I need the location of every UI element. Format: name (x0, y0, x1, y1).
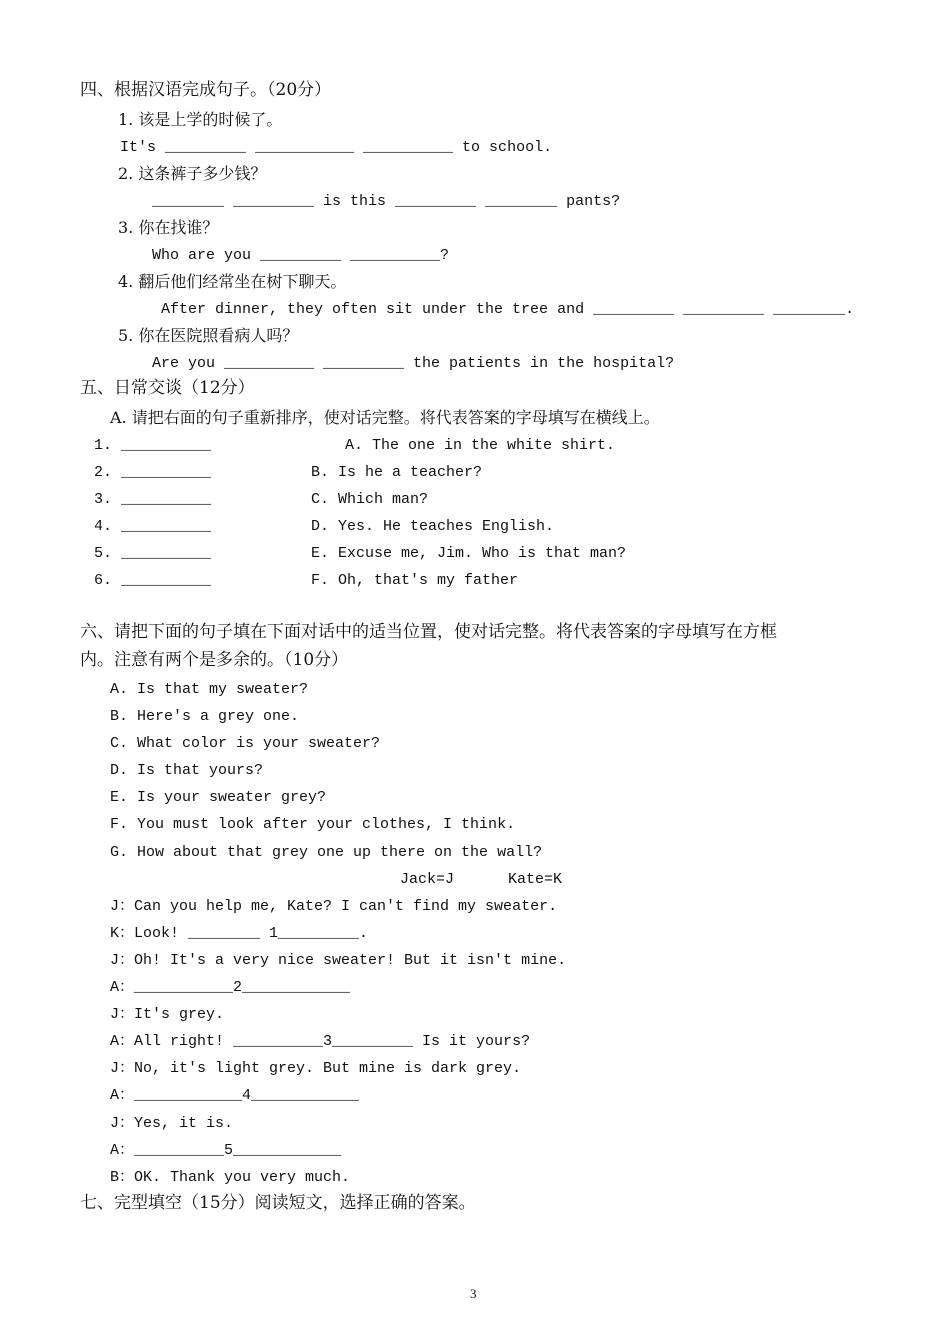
section4-item1-answer: It's _________ ___________ __________ to school. (120, 139, 553, 156)
section5-blank-5: 5. __________ (94, 545, 212, 562)
section5-option-f: F. Oh, that's my father (311, 572, 519, 589)
section6-heading-line2: 内。注意有两个是多余的。（10分） (80, 650, 349, 670)
dialogue-line-8: A：____________4____________ (110, 1087, 360, 1104)
dialogue-line-3: J：Oh! It's a very nice sweater! But it isn't mine. (110, 952, 567, 969)
section6-option-c: C. What color is your sweater? (110, 735, 381, 752)
section5-instruction: A. 请把右面的句子重新排序，使对话完整。将代表答案的字母填写在横线上。 (110, 408, 660, 427)
section6-speakers: Jack=J Kate=K (400, 871, 563, 888)
section6-option-f: F. You must look after your clothes, I think. (110, 816, 516, 833)
section5-blank-4: 4. __________ (94, 518, 212, 535)
section6-option-d: D. Is that yours? (110, 762, 264, 779)
section4-item5-answer: Are you __________ _________ the patients in the hospital? (152, 355, 675, 372)
section4-item5-prompt: 5. 你在医院照看病人吗？ (118, 326, 299, 345)
section4-heading: 四、根据汉语完成句子。（20分） (80, 80, 332, 100)
dialogue-line-5: J：It's grey. (110, 1006, 225, 1023)
section4-item2-prompt: 2. 这条裤子多少钱？ (118, 164, 267, 183)
section4-item4-prompt: 4. 翻后他们经常坐在树下聊天。 (118, 272, 347, 291)
section4-item2-answer: ________ _________ is this _________ ________ pants? (152, 193, 621, 210)
section6-option-g: G. How about that grey one up there on the wall? (110, 844, 543, 861)
dialogue-line-4: A：___________2____________ (110, 979, 351, 996)
section6-option-e: E. Is your sweater grey? (110, 789, 327, 806)
section5-blank-3: 3. __________ (94, 491, 212, 508)
section5-option-a: A. The one in the white shirt. (345, 437, 616, 454)
dialogue-line-1: J：Can you help me, Kate? I can't find my sweater. (110, 898, 558, 915)
section4-item3-prompt: 3. 你在找谁？ (118, 218, 219, 237)
section5-blank-2: 2. __________ (94, 464, 212, 481)
section6-option-b: B. Here's a grey one. (110, 708, 300, 725)
dialogue-line-9: J：Yes, it is. (110, 1115, 234, 1132)
section4-item4-answer: After dinner, they often sit under the tree and _________ _________ ________. (161, 301, 855, 318)
dialogue-line-7: J：No, it's light grey. But mine is dark grey. (110, 1060, 522, 1077)
section5-blank-6: 6. __________ (94, 572, 212, 589)
section5-blank-1: 1. __________ (94, 437, 212, 454)
section5-option-c: C. Which man? (311, 491, 429, 508)
dialogue-line-2: K：Look! ________ 1_________. (110, 925, 369, 942)
section5-option-b: B. Is he a teacher? (311, 464, 483, 481)
section5-option-d: D. Yes. He teaches English. (311, 518, 555, 535)
section6-option-a: A. Is that my sweater? (110, 681, 309, 698)
section6-heading-line1: 六、请把下面的句子填在下面对话中的适当位置，使对话完整。将代表答案的字母填写在方框 (80, 622, 777, 642)
section4-item3-answer: Who are you _________ __________? (152, 247, 450, 264)
page-number: 3 (470, 1286, 477, 1301)
dialogue-line-6: A：All right! __________3_________ Is it yours? (110, 1033, 531, 1050)
dialogue-line-10: A：__________5____________ (110, 1142, 342, 1159)
section4-item1-prompt: 1. 该是上学的时候了。 (118, 110, 283, 129)
section5-option-e: E. Excuse me, Jim. Who is that man? (311, 545, 627, 562)
section5-heading: 五、日常交谈（12分） (80, 378, 255, 398)
section7-heading: 七、完型填空（15分）阅读短文，选择正确的答案。 (80, 1193, 476, 1213)
dialogue-line-11: B：OK. Thank you very much. (110, 1169, 351, 1186)
